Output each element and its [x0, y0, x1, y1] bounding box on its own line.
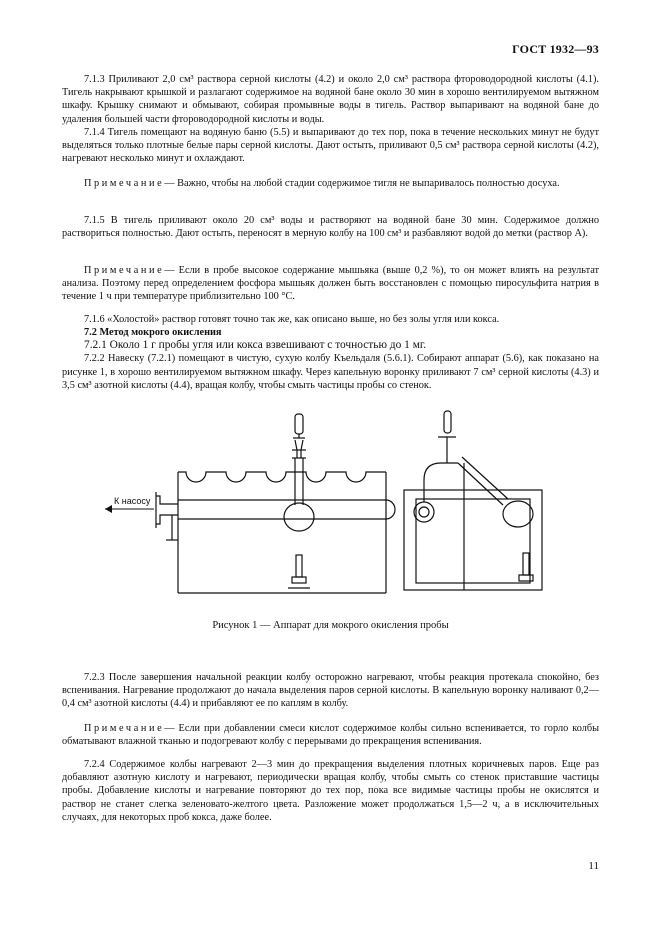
section-7-2-4	[62, 758, 599, 824]
note-1	[62, 177, 599, 190]
page-number: 11	[588, 860, 599, 872]
figure-caption: Рисунок 1 — Аппарат для мокрого окисления пробы	[212, 620, 449, 631]
note-label: Примечание	[84, 178, 165, 189]
note-2	[62, 264, 599, 304]
note-text: — Если при добавлении смеси кислот содержимое колбы сильно вспенивается, то горло колбы обматывают влажной тканью и подогревают колбу с перерывами до прекращения вспенивания.	[62, 723, 599, 748]
section-7-1-5	[62, 214, 599, 240]
paragraph-7-2-4: 7.2.4 Содержимое колбы нагревают 2—3 мин до прекращения выделения плотных коричневых паров. Еще раз добавляют азотную кислоту и нагревают, периодически вращая колбу, чтобы смыть со стенок приставшие частицы пробы. Добавление кислоты и нагревание повторяют до тех пор, пока все видимые частицы пробы не окислятся и раствор не станет слегка зеленовато-желтого цвета. Разложение может продолжаться 1,5—2 ч, а в исключительных случаях, для некоторых проб кокса, даже более.	[62, 759, 599, 823]
paragraph-7-1-3: 7.1.3 Приливают 2,0 см³ раствора серной кислоты (4.2) и около 2,0 см³ раствора фтороводородной кислоты (4.1). Тигель накрывают крышкой и разлагают содержимое на водяной бане около 30 мин в хорошо вентилируемом вытяжном шкафу. Крышку снимают и обмывают, собирая промывные воды в тигель. Раствор выпаривают на водяной бане до удаления большей части фтороводородной кислоты и воды.	[62, 74, 599, 125]
paragraph-7-1-5: 7.1.5 В тигель приливают около 20 см³ воды и растворяют на водяной бане 30 мин. Содержимое должно раствориться полностью. Дают остыть, переносят в мерную колбу на 100 см³ и разбавляют водой до метки (раствор А).	[62, 215, 599, 240]
paragraph-7-2-2: 7.2.2 Навеску (7.2.1) помещают в чистую, сухую колбу Къельдаля (5.6.1). Собирают аппарат (5.6), как показано на рисунке 1, в хорошо вентилируемом вытяжном шкафу. Через капельную воронку приливают 7 см³ серной кислоты (4.3) и 3,5 см³ азотной кислоты (4.4), вращая колбу, чтобы смыть частицы пробы со стенок.	[62, 353, 599, 391]
note-label: Примечание	[84, 265, 165, 276]
paragraph-7-2-1: 7.2.1 Около 1 г пробы угля или кокса взвешивают с точностью до 1 мг.	[84, 339, 427, 352]
section-7-2-3	[62, 671, 599, 711]
pump-label: К насосу	[114, 496, 151, 506]
section-7-1-6-7-2-2	[62, 313, 599, 392]
note-text: — Если в пробе высокое содержание мышьяка (выше 0,2 %), то он может влиять на результат анализа. Поэтому перед определением фосфора мышьяк должен быть восстановлен с помощью пиросульфита натрия в течение 1 ч при температуре приблизительно 100 °С.	[62, 265, 599, 303]
paragraph-7-2-3: 7.2.3 После завершения начальной реакции колбу осторожно нагревают, чтобы реакция протекала спокойно, без вспенивания. Нагревание продолжают до начала выделения паров серной кислоты. В капельную воронку наливают 0,2—0,4 см³ азотной кислоты (4.4) и прибавляют ее по каплям в колбу.	[62, 672, 599, 710]
paragraph-7-1-4: 7.1.4 Тигель помещают на водяную баню (5.5) и выпаривают до тех пор, пока в течение нескольких минут не будут выделяться только плотные белые пары серной кислоты. Дают остыть, приливают 0,5 см³ раствора серной кислоты (4.2), нагревают несколько минут и охлаждают.	[62, 126, 599, 165]
document-header: ГОСТ 1932—93	[512, 42, 599, 56]
figure-apparatus	[0, 400, 661, 615]
note-label: Примечание	[84, 723, 165, 734]
section-7-1-3-7-1-4	[62, 73, 599, 165]
note-text: — Важно, чтобы на любой стадии содержимое тигля не выпаривалось полностью досуха.	[164, 178, 560, 189]
note-3	[62, 722, 599, 748]
heading-7-2: 7.2 Метод мокрого окисления	[84, 327, 222, 339]
paragraph-7-1-6: 7.1.6 «Холостой» раствор готовят точно так же, как описано выше, но без золы угля или кокса.	[84, 314, 500, 325]
